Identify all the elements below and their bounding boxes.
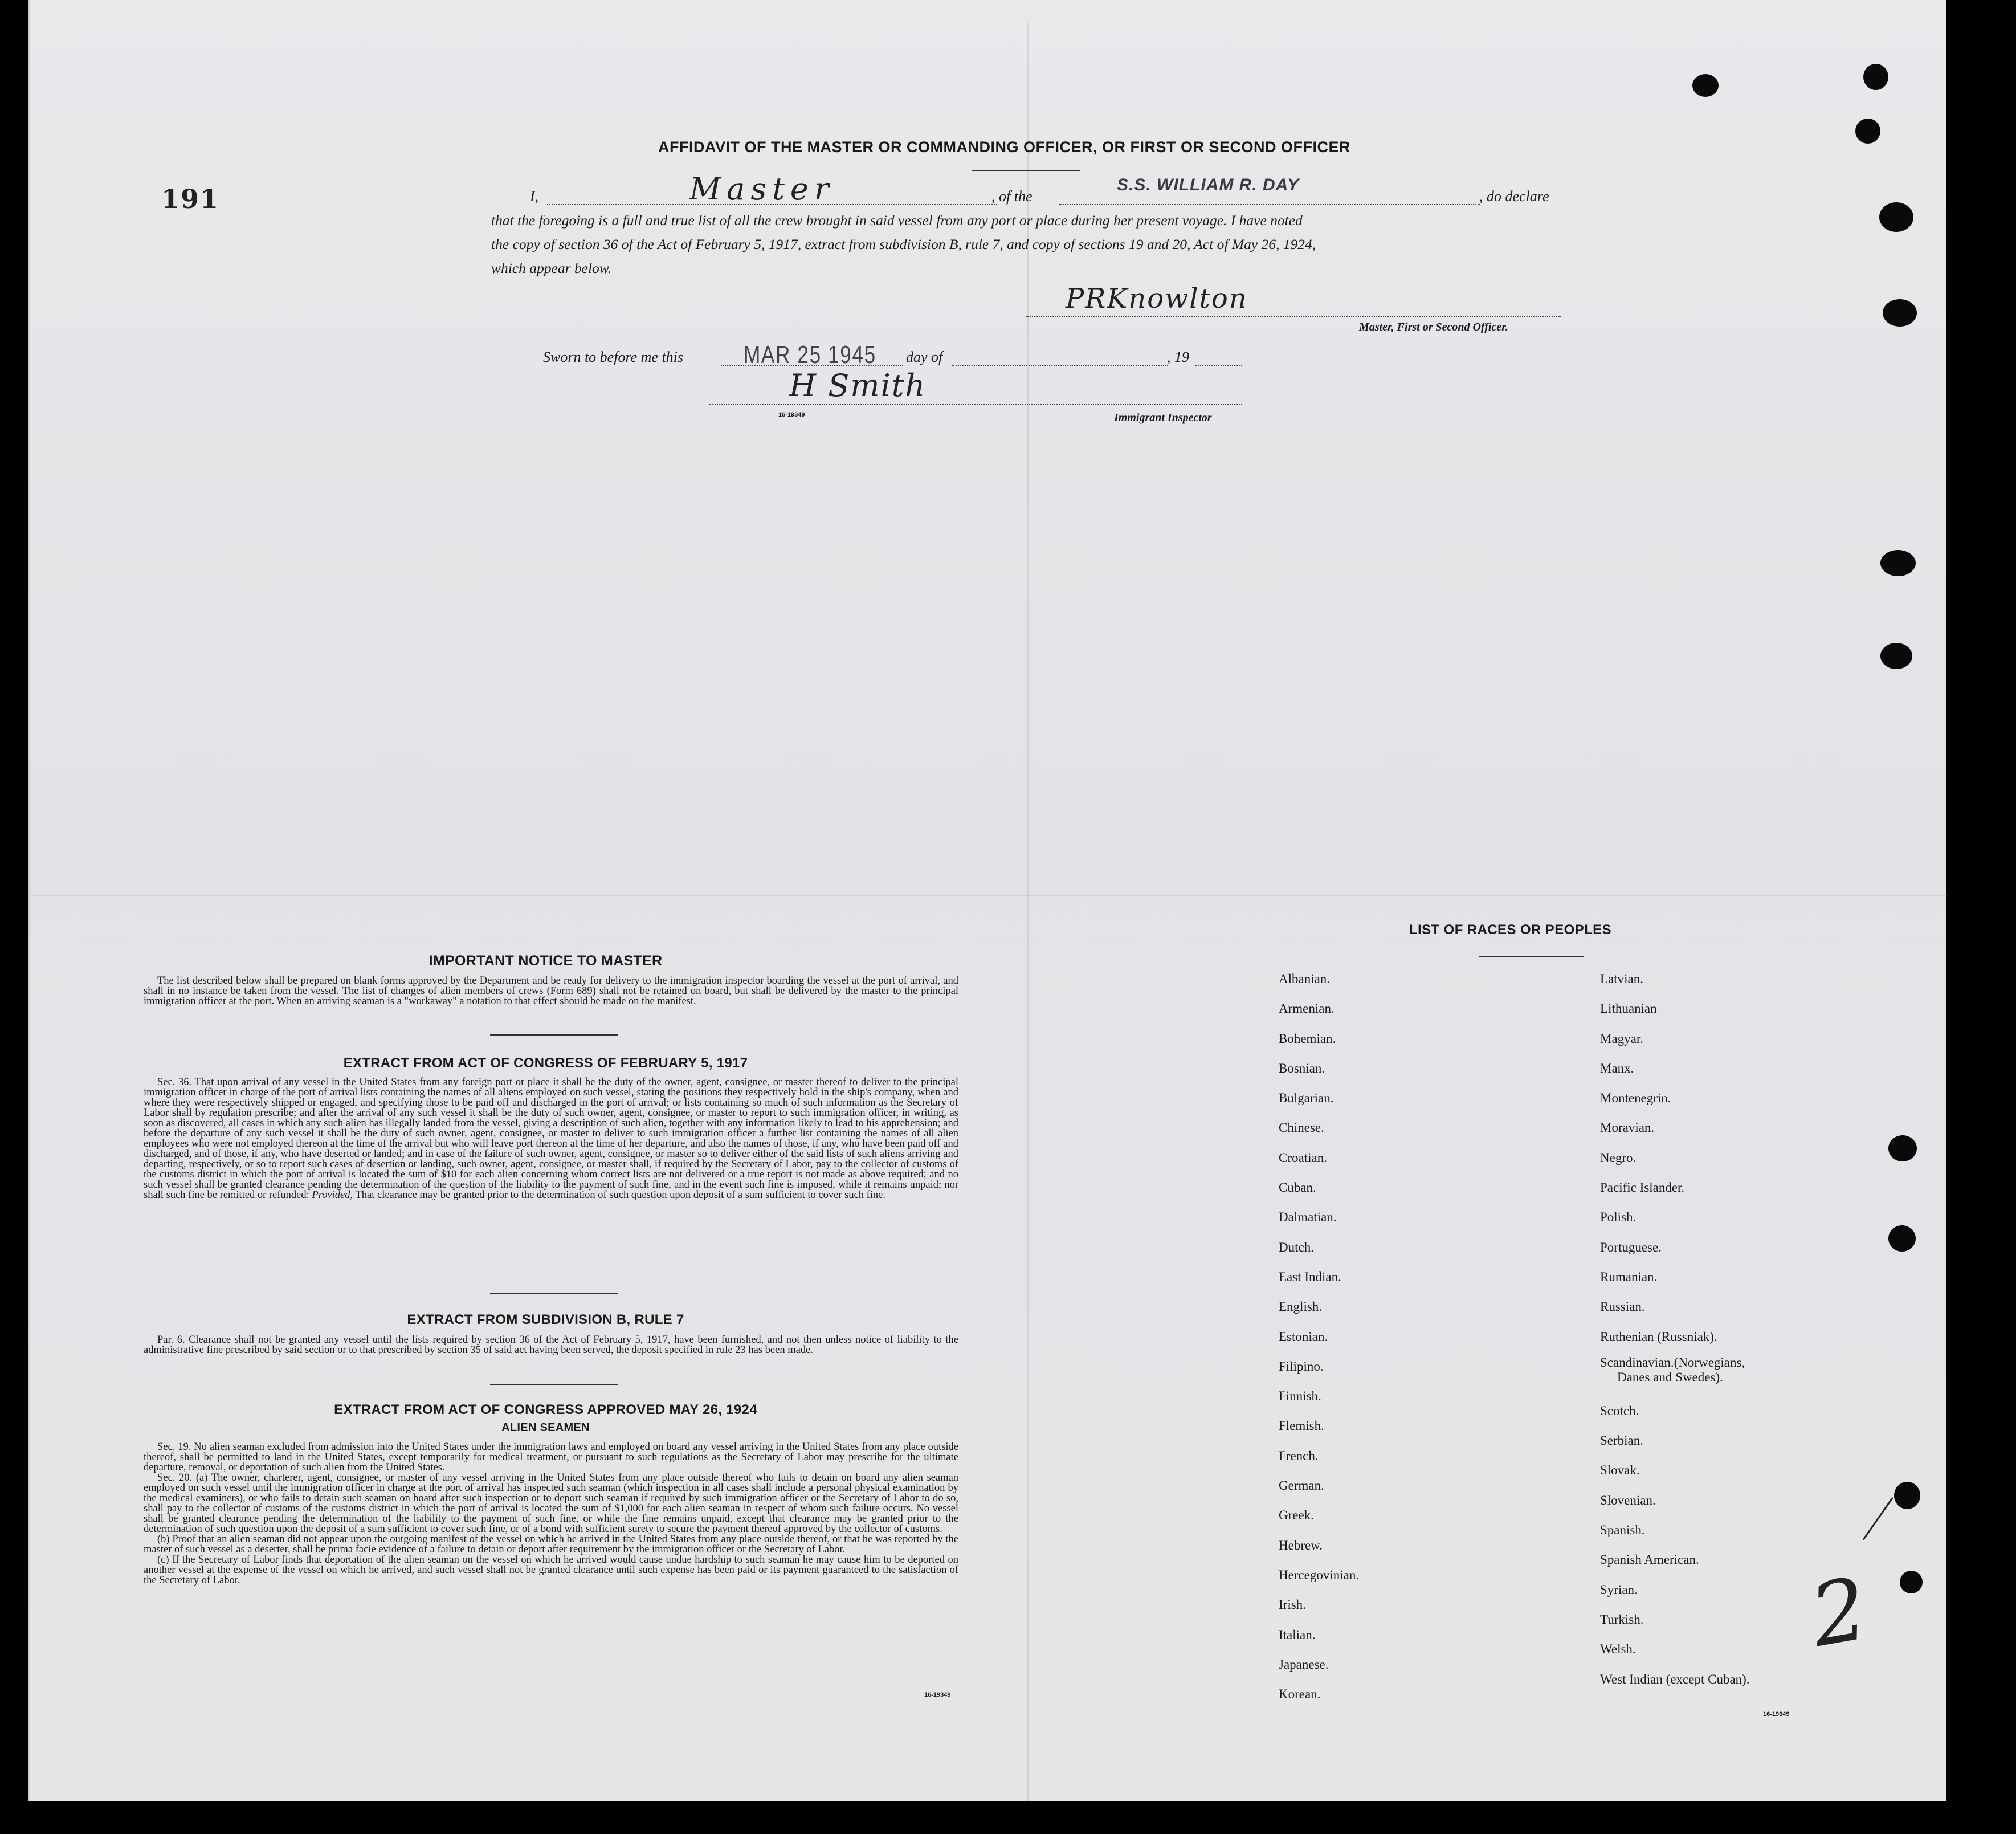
alien-seamen-subtitle: ALIEN SEAMEN <box>501 1421 590 1434</box>
date-stamp: MAR 25 1945 <box>744 341 876 369</box>
i-prefix: I, <box>530 188 539 205</box>
race-item: West Indian (except Cuban). <box>1600 1672 1750 1686</box>
punch-hole <box>1880 550 1916 576</box>
race-item: Lithuanian <box>1600 1001 1657 1016</box>
sworn-prefix: Sworn to before me this <box>543 349 684 365</box>
race-item <box>1600 1352 1874 1396</box>
race-item: Flemish. <box>1279 1419 1324 1433</box>
page-number: 191 <box>161 184 220 214</box>
master-signature-line <box>1026 316 1561 317</box>
race-item: Chinese. <box>1279 1120 1324 1135</box>
day-of-label: day of <box>906 349 943 365</box>
extract-1917-proviso: Provided, <box>312 1189 353 1201</box>
sec-20a-text: Sec. 20. (a) The owner, charterer, agent, consignee, or master of any vessel arriving in the United States from any place outside thereof who fails to detain on board any alien seaman employed on such vessel until the immigration officer in charge at the port of arrival has inspected such seaman (which inspection in all cases shall include a personal physical examination by the medical examiners), or who fails to detain such seaman on board after such inspection or to deport such seaman if required by such immigration officer or the Secretary of Labor to do so, shall pay to the collector of customs of the customs district in which the port of arrival is located the sum of $1,000 for each alien seaman in respect of whom such failure occurs. No vessel shall be granted clearance pending the determination of the liability to the payment of such fine, or while the fine remains unpaid, except that clearance may be granted prior to the determination of such question upon the deposit of a sum sufficient to cover such fine, or of a bond with sufficient surety to secure the payment thereof approved by the collector of customs. <box>144 1472 958 1535</box>
title-rule <box>972 170 1080 171</box>
race-item: Bosnian. <box>1279 1061 1325 1075</box>
section-rule <box>490 1293 618 1294</box>
affidavit-line-1: that the foregoing is a full and true list of all the crew brought in said vessel from any port or place during her present voyage. I have noted <box>491 212 1303 229</box>
race-item: Slovak. <box>1600 1463 1640 1478</box>
race-item: Estonian. <box>1279 1329 1328 1344</box>
race-item-continuation: Danes and Swedes). <box>1617 1370 1723 1384</box>
punch-hole <box>1863 64 1888 90</box>
year-line <box>1195 365 1242 366</box>
punch-hole <box>1894 1482 1920 1509</box>
fold-crease-vertical <box>1027 23 1029 1801</box>
rule7-title: EXTRACT FROM SUBDIVISION B, RULE 7 <box>407 1312 684 1327</box>
sec-20c-text: (c) If the Secretary of Labor finds that deportation of the alien seaman on the vessel on which he arrived would cause undue hardship to such seaman he may cause him to be deported on another vessel at the expense of the vessel on which he arrived, and such vessel shall not be granted clearance until such expense has been paid or its payment guaranteed to the satisfaction of the Secretary of Labor. <box>144 1554 958 1586</box>
race-item: Russian. <box>1600 1299 1645 1314</box>
vessel-stamp: S.S. WILLIAM R. DAY <box>1117 176 1300 194</box>
race-item: Montenegrin. <box>1600 1091 1671 1106</box>
race-item: Rumanian. <box>1600 1269 1658 1284</box>
do-declare-label: , do declare <box>1479 188 1549 205</box>
form-number-affidavit: 16-19349 <box>778 411 805 418</box>
race-item: Dutch. <box>1279 1240 1314 1254</box>
extract-1917-text <box>144 1077 958 1200</box>
race-item: Croatian. <box>1279 1150 1327 1165</box>
notice-text: The list described below shall be prepared on blank forms approved by the Department and be ready for delivery to the immigration inspector boarding the vessel at the port of arrival, and shall in no instance be taken from the vessel. The list of changes of alien members of crews (Form 689) shall not be retained on board, but shall be delivered by the master to the principal immigration officer at the port. When an arriving seaman is a "workaway" a notation to that effect should be made on the manifest. <box>144 975 958 1007</box>
extract-1924-title: EXTRACT FROM ACT OF CONGRESS APPROVED MAY 26, 1924 <box>334 1402 757 1417</box>
month-line <box>952 365 1168 366</box>
extract-1917-body-end: That clearance may be granted prior to the determination of such question upon deposit of a sum sufficient to cover such fine. <box>355 1189 885 1201</box>
affidavit-title: AFFIDAVIT OF THE MASTER OR COMMANDING OFFICER, OR FIRST OR SECOND OFFICER <box>658 138 1350 156</box>
form-number-races: 16-19349 <box>1763 1711 1790 1718</box>
punch-hole <box>1883 299 1917 327</box>
races-left-column <box>1279 964 1518 1709</box>
extract-1917-title: EXTRACT FROM ACT OF CONGRESS OF FEBRUARY 5, 1917 <box>343 1055 748 1071</box>
fold-crease-horizontal <box>30 895 1948 896</box>
race-item: Turkish. <box>1600 1612 1644 1627</box>
master-signature: PRKnowlton <box>1066 283 1248 315</box>
sec-20b-text: (b) Proof that an alien seaman did not appear upon the outgoing manifest of the vessel on which he arrived in the United States from any place outside thereof, or that he was reported by the master of such vessel as a deserter, shall be prima facie evidence of a failure to detain or deport after requirement by the immigration officer or the Secretary of Labor. <box>144 1534 958 1555</box>
margin-handwritten-mark: 2 <box>1803 1559 1875 1666</box>
inspector-caption: Immigrant Inspector <box>1114 411 1212 424</box>
sec-19-text: Sec. 19. No alien seaman excluded from admission into the United States under the immigration laws and employed on board any vessel arriving in the United States from any place outside thereof, shall be permitted to land in the United States, except temporarily for medical treatment, or pursuant to such regulations as the Secretary of Labor may prescribe for the ultimate departure, removal, or deportation of such alien from the United States. <box>144 1441 958 1473</box>
punch-hole <box>1880 643 1912 669</box>
race-item: Polish. <box>1600 1210 1637 1225</box>
race-item: Filipino. <box>1279 1359 1324 1374</box>
vessel-line <box>1059 204 1480 205</box>
race-item: Dalmatian. <box>1279 1210 1337 1225</box>
race-item: Bulgarian. <box>1279 1091 1334 1106</box>
punch-hole <box>1900 1571 1923 1593</box>
notice-title: IMPORTANT NOTICE TO MASTER <box>428 953 663 969</box>
race-item: Negro. <box>1600 1150 1637 1165</box>
race-item: East Indian. <box>1279 1269 1341 1284</box>
race-item: Moravian. <box>1600 1120 1655 1135</box>
inspector-signature: H Smith <box>789 368 927 404</box>
race-item: Syrian. <box>1600 1582 1638 1597</box>
section-rule <box>490 1384 618 1385</box>
race-item: Hebrew. <box>1279 1538 1323 1552</box>
races-title-rule <box>1479 956 1584 957</box>
race-item: Spanish. <box>1600 1523 1645 1538</box>
extract-1917-body: Sec. 36. That upon arrival of any vessel in the United States from any foreign port or place it shall be the duty of the owner, agent, consignee, or master thereof to deliver to the principal immigration officer in charge of the port of arrival lists containing the names of all aliens employed on such vessel, stating the positions they respectively hold in the ship's company, when and where they were respectively shipped or engaged, and specifying those to be paid off and discharged in the port of arrival; or lists containing so much of such information as the Secretary of Labor shall by regulation prescribe; and after the arrival of any such vessel it shall be the duty of such owner, agent, consignee, or master to report to such immigration officer, in writing, as soon as discovered, all cases in which any such alien has illegally landed from the vessel, giving a description of such alien, together with any information likely to lead to his apprehension; and before the departure of any such vessel it shall be the duty of such owner, agent, consignee, or master to deliver to such immigration officer a further list containing the names of all alien employees who were not employed thereon at the time of the arrival but who will leave port thereon at the time of her departure, and also the names of those, if any, who have been paid off and discharged, and of those, if any, who have deserted or landed; and in case of the failure of such owner, agent, consignee, or master so to deliver either of the said lists of such aliens arriving and departing, respectively, or so to report such cases of desertion or landing, such owner, agent, consignee, or master shall, if required by the Secretary of Labor, pay to the collector of customs of the customs district in which the port of arrival is located the sum of $10 for each alien concerning whom correct lists are not delivered or a true report is not made as above required; and no such vessel shall be granted clearance pending the determination of the question of the liability to the payment of such fine, and in the event such fine is imposed, while it remains unpaid; nor shall such fine be remitted or refunded: <box>144 1077 958 1201</box>
affidavit-line-3: which appear below. <box>491 260 612 276</box>
races-title: LIST OF RACES OR PEOPLES <box>1409 922 1611 938</box>
race-item: German. <box>1279 1478 1324 1493</box>
race-item: Ruthenian (Russniak). <box>1600 1329 1717 1344</box>
year-prefix: , 19 <box>1167 349 1189 365</box>
master-handwriting: Master <box>689 171 835 207</box>
race-item: English. <box>1279 1299 1323 1314</box>
race-item: Korean. <box>1279 1687 1321 1702</box>
race-item: Manx. <box>1600 1061 1634 1075</box>
punch-hole <box>1888 1225 1916 1252</box>
punch-hole <box>1879 202 1913 232</box>
rule7-text: Par. 6. Clearance shall not be granted any vessel until the lists required by section 36 of the Act of February 5, 1917, have been furnished, and not then unless notice of liability to the administrative fine prescribed by said section or to that prescribed by section 35 of said act having been served, the deposit specified in rule 23 has been made. <box>144 1334 958 1356</box>
of-the-label: , of the <box>991 188 1033 205</box>
race-item: Welsh. <box>1600 1642 1636 1657</box>
race-item: Slovenian. <box>1600 1493 1656 1507</box>
race-item: Magyar. <box>1600 1031 1644 1046</box>
race-item: Hercegovinian. <box>1279 1567 1360 1582</box>
race-item: Finnish. <box>1279 1389 1321 1404</box>
punch-hole <box>1692 74 1719 97</box>
race-item: Cuban. <box>1279 1180 1316 1195</box>
affidavit-line-2: the copy of section 36 of the Act of February 5, 1917, extract from subdivision B, rule 7, and copy of sections 19 and 20, Act of May 26, 1924, <box>491 236 1316 252</box>
master-caption: Master, First or Second Officer. <box>1359 321 1508 333</box>
race-item: French. <box>1279 1448 1319 1463</box>
race-item: Pacific Islander. <box>1600 1180 1685 1195</box>
race-item: Scotch. <box>1600 1403 1639 1418</box>
section-rule <box>490 1034 618 1036</box>
race-item-label: Scandinavian.(Norwegians, <box>1600 1355 1745 1370</box>
punch-hole <box>1888 1135 1917 1161</box>
extract-1924-paragraphs <box>144 1442 958 1586</box>
race-item: Japanese. <box>1279 1657 1329 1672</box>
race-item: Serbian. <box>1600 1433 1644 1448</box>
race-item: Spanish American. <box>1600 1552 1699 1567</box>
race-item: Armenian. <box>1279 1001 1335 1016</box>
race-item: Italian. <box>1279 1627 1316 1642</box>
inspector-signature-line <box>709 404 1242 405</box>
race-item: Greek. <box>1279 1508 1314 1523</box>
race-item: Irish. <box>1279 1597 1306 1612</box>
race-item: Portuguese. <box>1600 1240 1662 1254</box>
form-number-extracts: 16-19349 <box>924 1692 951 1698</box>
race-item: Latvian. <box>1600 972 1643 986</box>
punch-hole <box>1855 119 1880 144</box>
race-item: Bohemian. <box>1279 1031 1336 1046</box>
race-item: Albanian. <box>1279 972 1331 986</box>
